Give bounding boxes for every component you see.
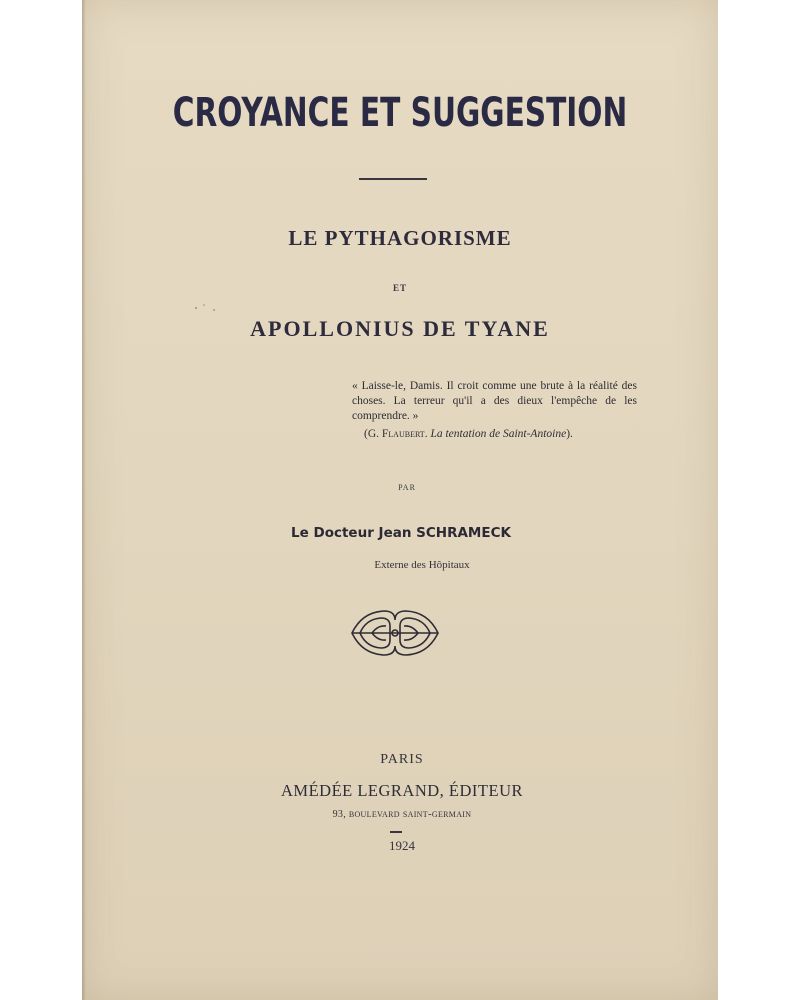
epigraph (352, 379, 637, 442)
main-title: CROYANCE ET SUGGESTION (172, 90, 628, 136)
author-name: Le Docteur Jean SCHRAMECK (291, 525, 511, 541)
printer-ornament-icon (350, 606, 440, 660)
by-label: PAR (398, 483, 416, 492)
address-street: boulevard saint-germain (348, 808, 472, 820)
paper-speckle (192, 300, 222, 320)
imprint-divider (390, 831, 402, 833)
subtitle-apollonius: APOLLONIUS DE TYANE (250, 316, 550, 341)
imprint-publisher: AMÉDÉE LEGRAND, ÉDITEUR (280, 781, 523, 800)
imprint-address (82, 808, 718, 820)
attribution-close: ). (566, 428, 573, 440)
conjunction-label: ET (392, 283, 407, 293)
attribution-work: La tentation de Saint-Antoine (430, 428, 567, 440)
subtitle-pythagorisme: LE PYTHAGORISME (288, 226, 512, 250)
epigraph-attribution (352, 427, 637, 442)
attribution-author: Flaubert. (381, 428, 428, 440)
book-cover (82, 0, 718, 1000)
title-divider (359, 178, 427, 180)
epigraph-quote: « Laisse-le, Damis. Il croit comme une brute à la réalité des choses. La terreur qu'il a des dieux l'empêche de les comprendre. » (352, 380, 637, 422)
imprint-city: PARIS (380, 752, 424, 767)
attribution-open: (G. (364, 428, 380, 440)
author-role: Externe des Hôpitaux (374, 559, 470, 571)
imprint-year: 1924 (389, 838, 415, 853)
address-number: 93, (332, 809, 347, 820)
